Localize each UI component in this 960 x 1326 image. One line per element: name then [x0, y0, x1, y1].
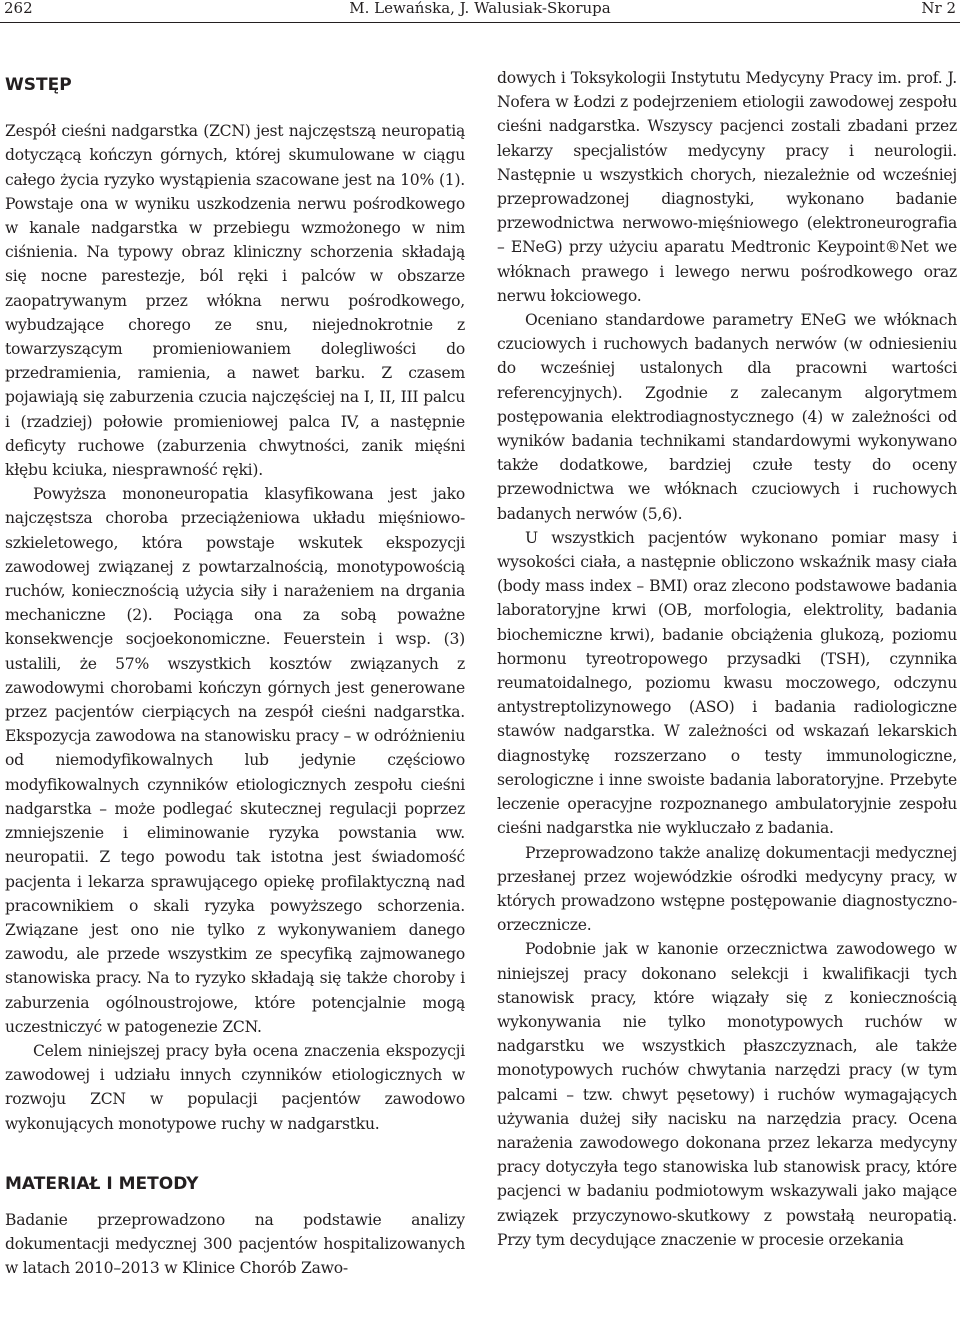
methods-paragraph-eneg: Oceniano standardowe parametry ENeG we włóknach czuciowych i ruchowych badanych nerwów (w odniesieniu do wcześniej ustalonych dla pracowni wartości referencyjnych). Zgodnie z zalecanym algorytmem postępowania elektrodiagnostycznego (4) w zależności od wyników badania technikami standardowymi wykonywano także dodatkowe, bardziej czułe testy do oceny przewodnictwa we włóknach czuciowych i ruchowych badanych nerwów (5,6). — [497, 311, 957, 523]
intro-paragraph-2: Powyższa mononeuropatia klasyfikowana jest jako najczęstsza choroba przeciążeniowa układu mięśniowo-szkieletowego, która powstaje wskutek ekspozycji zawodowej związanej z powtarzalnością, monotypowością ruchów, koniecznością użycia siły i narażeniem na drgania mechaniczne (2). Pociąga ona za sobą poważne konsekwencje socjoekonomiczne. Feuerstein i wsp. (3) ustalili, że 57% wszystkich kosztów związanych z zawodowymi chorobami kończyn górnych jest generowane przez pacjentów cierpiących na zespół cieśni nadgarstka. Ekspozycja zawodowa na stanowisku pracy – w odróżnieniu od niemodyfikowalnych lub jedynie częściowo modyfikowalnych czynników etiologicznych zespołu cieśni nadgarstka – może podlegać skutecznej regulacji poprzez zmniejszenie i eliminowanie ryzyka powstania ww. neuropatii. Z tego powodu tak istotna jest świadomość pacjenta i lekarza sprawującego opiekę profilaktyczną nad pracownikiem o skali ryzyka powyższego schorzenia. Związane jest ono nie tylko z wykonywaniem danego zawodu, ale przede wszystkim ze specyfiką zajmowanego stanowiska pracy. Na to ryzyko składają się także choroby i zaburzenia ogólnoustrojowe, które potencjalnie mogą uczestniczyć w patogenezie ZCN. — [5, 485, 465, 1036]
methods-paragraph-continued: dowych i Toksykologii Instytutu Medycyny Pracy im. prof. J. Nofera w Łodzi z podejrzeniem etiologii zawodowej zespołu cieśni nadgarstka. Wszyscy pacjenci zostali zbadani przez lekarzy specjalistów medycyny pracy i neurologii. Następnie u wszystkich chorych, niezależnie od wcześniej przeprowadzonej diagnostyki, wykonano badanie przewodnictwa nerwowo-mięśniowego (elektroneurografia – ENeG) przy użyciu aparatu Medtronic Keypoint®Net we włóknach prawego i lewego nerwu pośrodkowego oraz nerwu łokciowego. — [497, 69, 957, 305]
section-heading-introduction: WSTĘP — [5, 75, 72, 95]
intro-paragraph-1: Zespół cieśni nadgarstka (ZCN) jest najczęstszą neuropatią dotyczącą kończyn górnych, której skumulowane w ciągu całego życia ryzyko wystąpienia szacowane jest na 10% (1). Powstaje ona w wyniku uszkodzenia nerwu pośrodkowego w kanale nadgarstka w przebiegu wzmożonego w nim ciśnienia. Na typowy obraz kliniczny schorzenia składają się nocne parestezje, ból ręki i palców w obszarze zaopatrywanym przez włókna nerwu pośrodkowego, wybudzające chorego ze snu, niejednokrotnie z towarzyszącym promieniowaniem dolegliwości do przedramienia, ramienia, a nawet barku. Z czasem pojawiają się zaburzenia czucia najczęściej na I, II, III palcu i (rzadziej) połowie promieniowej palca IV, a następnie deficyty ruchowe (zaburzenia chwytności, zanik mięśni kłębu kciuka, niesprawność ręki). — [5, 122, 465, 480]
methods-paragraph-laboratory: U wszystkich pacjentów wykonano pomiar masy i wysokości ciała, a następnie obliczono wskaźnik masy ciała (body mass index – BMI) oraz zlecono podstawowe badania laboratoryjne krwi (OB, morfologia, elektrolity, badania biochemiczne krwi), badanie obciążenia glukozą, poziomu hormonu tyreotropowego przysadki (TSH), czynnika reumatoidalnego, poziomu kwasu moczowego, odczynu antystreptolizynowego (ASO) i badania radiologiczne stawów nadgarstka. W zależności od wskazań lekarskich diagnostykę rozszerzano o testy immunologiczne, serologiczne i inne swoiste badania laboratoryjne. Przebyte leczenie operacyjne rozpoznanego ambulatoryjnie zespołu cieśni nadgarstka nie wykluczało z badania. — [497, 528, 957, 838]
running-header-authors: M. Lewańska, J. Walusiak-Skorupa — [349, 0, 611, 17]
header-rule — [0, 22, 960, 23]
intro-paragraph-3: Celem niniejszej pracy była ocena znaczenia ekspozycji zawodowej i udziału innych czynników etiologicznych w rozwoju ZCN w populacji pacjentów zawodowo wykonujących monotypowe ruchy w nadgarstku. — [5, 1041, 465, 1133]
page-number: 262 — [4, 0, 33, 17]
running-header — [0, 0, 960, 22]
section-heading-methods: MATERIAŁ I METODY — [5, 1173, 199, 1194]
methods-paragraph-exposure: Podobnie jak w kanonie orzecznictwa zawodowego w niniejszej pracy dokonano selekcji i kwalifikacji tych stanowisk pracy, które wiązały się z koniecznością wykonywania nie tylko monotypowych ruchów w nadgarstku we wszystkich płaszczyznach, ale także monotypowych ruchów chwytania narzędzi pracy (w tym palcami – tzw. chwyt pęsetowy) i ruchów wymagających używania dużej siły nacisku na narzędzia pracy. Ocena narażenia zawodowego dokonana przez lekarza medycyny pracy dotyczyła tego stanowiska lub stanowisk pracy, które pacjenci w badaniu podmiotowym wskazywali jako mające związek przyczynowo-skutkowy z powstałą neuropatią. Przy tym decydujące znaczenie w procesie orzekania — [497, 940, 957, 1249]
right-column — [497, 66, 957, 1324]
issue-number: Nr 2 — [921, 0, 956, 17]
methods-paragraph-documentation: Przeprowadzono także analizę dokumentacji medycznej przesłanej przez wojewódzkie ośrodki medycyny pracy, w których prowadzono wstępne postępowanie diagnostyczno-orzecznicze. — [497, 843, 957, 935]
methods-paragraph-1: Badanie przeprowadzono na podstawie analizy dokumentacji medycznej 300 pacjentów hospitalizowanych w latach 2010–2013 w Klinice Chorób Zawo- — [5, 1210, 465, 1278]
left-column — [5, 66, 465, 1324]
